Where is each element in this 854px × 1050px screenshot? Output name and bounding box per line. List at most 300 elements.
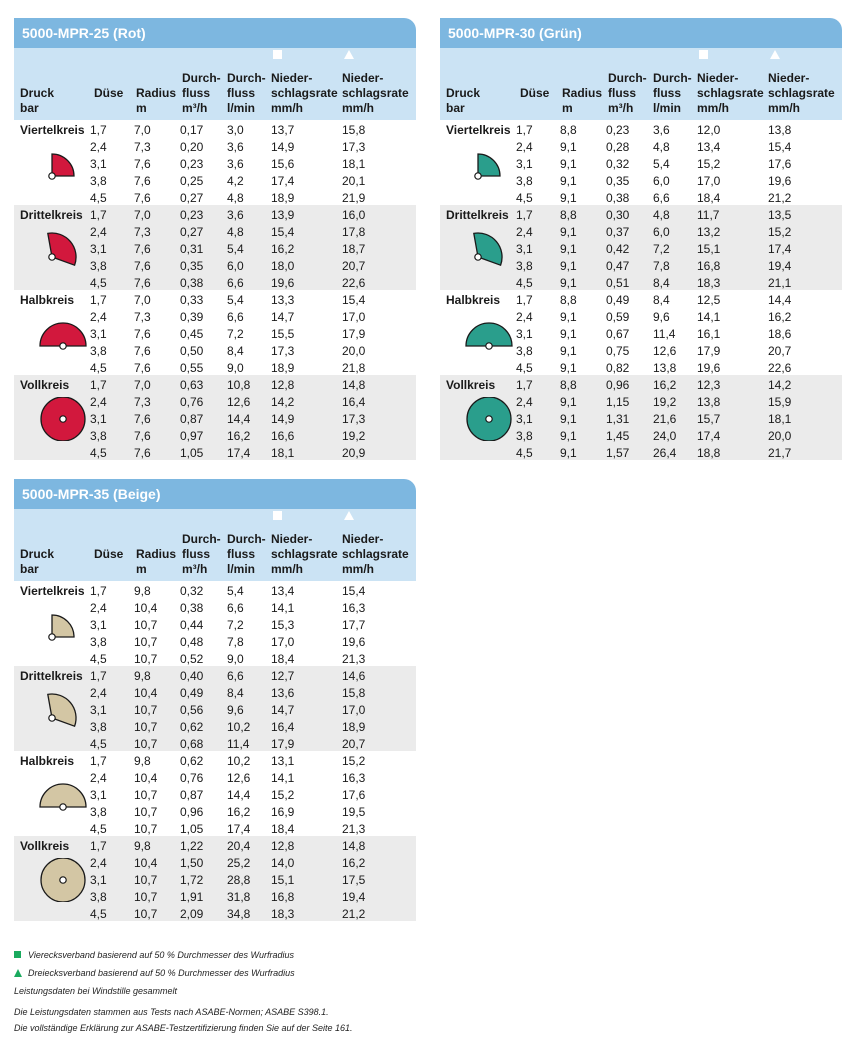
table-cell: 21,9 [342,191,366,205]
table-title: 5000-MPR-35 (Beige) [14,479,416,509]
table-cell: 22,6 [342,276,366,290]
table-row [14,702,416,719]
group-label: Halbkreis [446,293,501,307]
row-group-third [14,666,416,751]
table-row [14,838,416,855]
table-row [14,719,416,736]
table-cell: 3,6 [227,157,244,171]
table-cell: 17,4 [227,822,251,836]
table-cell: 16,4 [271,720,295,734]
table-row [14,292,416,309]
header-duese [520,86,549,101]
performance-table [14,479,416,921]
table-cell: 3,0 [227,123,244,137]
table-cell: 3,8 [516,344,533,358]
table-cell: 0,38 [180,276,204,290]
table-row [440,224,842,241]
table-cell: 8,8 [560,293,577,307]
table-cell: 34,8 [227,907,251,921]
table-cell: 7,6 [134,242,151,256]
table-cell: 0,27 [180,191,204,205]
row-group-half [440,290,842,375]
table-cell: 14,8 [342,839,366,853]
table-cell: 6,6 [227,601,244,615]
table-cell: 17,3 [342,140,366,154]
table-cell: 8,4 [653,293,670,307]
table-cell: 0,32 [180,584,204,598]
table-cell: 0,47 [606,259,630,273]
table-cell: 18,7 [342,242,366,256]
square-symbol-icon [14,951,21,958]
table-row [14,207,416,224]
table-cell: 19,4 [768,259,792,273]
table-cell: 0,35 [180,259,204,273]
table-cell: 13,9 [271,208,295,222]
performance-table [14,18,416,460]
table-cell: 2,4 [90,310,107,324]
table-cell: 5,4 [227,242,244,256]
table-cell: 2,4 [90,856,107,870]
header-durchfluss-m3h-line: fluss [182,547,211,561]
table-cell: 0,35 [606,174,630,188]
table-cell: 21,6 [653,412,677,426]
table-cell: 0,28 [606,140,630,154]
header-druck-line: bar [446,101,465,115]
table-cell: 4,5 [90,191,107,205]
header-durchfluss-m3h-line: Durch- [608,71,647,85]
table-cell: 3,1 [90,703,107,717]
header-durchfluss-m3h-line: m³/h [182,562,208,576]
table-cell: 0,32 [606,157,630,171]
table-cell: 14,4 [227,788,251,802]
table-cell: 8,4 [653,276,670,290]
table-cell: 12,6 [227,771,251,785]
table-cell: 9,1 [560,446,577,460]
table-cell: 17,7 [342,618,366,632]
table-cell: 0,62 [180,754,204,768]
table-cell: 20,7 [342,259,366,273]
header-niederschlagsrate-viereck-line: mm/h [271,101,304,115]
header-druck-line: bar [20,562,39,576]
header-druck [446,86,480,116]
table-cell: 17,0 [342,703,366,717]
header-niederschlagsrate-dreieck-line: schlagsrate [342,86,409,100]
performance-table [440,18,842,460]
group-label: Drittelkreis [20,669,83,683]
table-cell: 14,4 [768,293,792,307]
table-cell: 21,3 [342,822,366,836]
header-durchfluss-m3h-line: fluss [182,86,211,100]
row-group-third [440,205,842,290]
table-cell: 9,0 [227,361,244,375]
table-cell: 1,7 [90,378,107,392]
header-niederschlagsrate-viereck [271,71,338,116]
table-cell: 20,9 [342,446,366,460]
table-cell: 1,22 [180,839,204,853]
table-cell: 0,37 [606,225,630,239]
header-druck-line: bar [20,101,39,115]
table-cell: 7,8 [227,635,244,649]
table-cell: 9,1 [560,242,577,256]
header-durchfluss-m3h-line: m³/h [182,101,208,115]
table-cell: 15,4 [342,584,366,598]
table-cell: 10,7 [134,635,158,649]
table-cell: 7,6 [134,361,151,375]
table-cell: 10,4 [134,601,158,615]
header-radius-line: m [136,101,147,115]
table-row [440,411,842,428]
table-cell: 10,2 [227,754,251,768]
table-cell: 16,2 [271,242,295,256]
table-cell: 3,1 [90,327,107,341]
header-duese [94,547,123,562]
table-cell: 8,8 [560,208,577,222]
group-label: Viertelkreis [20,584,85,598]
table-cell: 17,4 [227,446,251,460]
table-cell: 13,6 [271,686,295,700]
table-cell: 13,8 [697,395,721,409]
table-cell: 18,0 [271,259,295,273]
table-cell: 1,7 [516,123,533,137]
header-niederschlagsrate-dreieck-line: mm/h [342,101,375,115]
table-cell: 6,6 [227,669,244,683]
table-cell: 13,8 [653,361,677,375]
header-niederschlagsrate-dreieck-line: schlagsrate [768,86,835,100]
table-cell: 14,0 [271,856,295,870]
table-cell: 7,6 [134,327,151,341]
table-cell: 7,2 [227,618,244,632]
table-cell: 7,6 [134,259,151,273]
header-durchfluss-m3h-line: fluss [608,86,637,100]
table-cell: 1,57 [606,446,630,460]
table-row [440,292,842,309]
table-row [14,668,416,685]
table-header [440,48,842,120]
table-cell: 4,8 [653,140,670,154]
table-cell: 14,1 [271,601,295,615]
table-row [14,258,416,275]
table-row [14,770,416,787]
table-cell: 0,76 [180,771,204,785]
header-durchfluss-m3h-line: m³/h [608,101,634,115]
table-cell: 14,4 [227,412,251,426]
row-group-quarter [440,120,842,205]
table-cell: 12,8 [271,378,295,392]
table-cell: 14,2 [768,378,792,392]
table-cell: 10,7 [134,788,158,802]
table-cell: 4,5 [90,361,107,375]
table-cell: 2,4 [516,395,533,409]
header-niederschlagsrate-dreieck-line: mm/h [768,101,801,115]
table-cell: 7,0 [134,293,151,307]
table-cell: 9,1 [560,327,577,341]
header-durchfluss-lmin [227,532,266,577]
table-cell: 2,4 [516,310,533,324]
table-cell: 1,7 [90,754,107,768]
table-cell: 20,1 [342,174,366,188]
table-cell: 4,8 [227,191,244,205]
table-cell: 7,2 [227,327,244,341]
header-niederschlagsrate-viereck [697,71,764,116]
table-cell: 0,23 [180,157,204,171]
table-cell: 11,7 [697,208,720,222]
table-cell: 19,6 [768,174,792,188]
table-row [14,685,416,702]
square-symbol-icon [273,50,282,59]
table-row [14,600,416,617]
table-row [14,804,416,821]
table-cell: 9,1 [560,412,577,426]
table-cell: 0,23 [606,123,630,137]
table-cell: 16,2 [227,429,251,443]
header-niederschlagsrate-dreieck-line: mm/h [342,562,375,576]
table-header [14,48,416,120]
table-cell: 10,4 [134,856,158,870]
header-durchfluss-m3h-line: Durch- [182,71,221,85]
table-cell: 16,2 [227,805,251,819]
header-niederschlagsrate-dreieck-line: Nieder- [342,71,384,85]
table-cell: 3,1 [90,412,107,426]
table-cell: 9,8 [134,669,151,683]
table-cell: 15,4 [342,293,366,307]
table-cell: 28,8 [227,873,251,887]
header-niederschlagsrate-dreieck-line: Nieder- [768,71,810,85]
triangle-symbol-icon [14,969,22,977]
table-cell: 7,3 [134,225,151,239]
header-druck [20,86,54,116]
table-row [440,309,842,326]
table-cell: 12,8 [271,839,295,853]
table-cell: 19,6 [697,361,721,375]
table-cell: 6,6 [227,276,244,290]
header-durchfluss-lmin-line: l/min [653,101,682,115]
header-niederschlagsrate-viereck-line: Nieder- [697,71,739,85]
table-cell: 1,15 [606,395,630,409]
header-niederschlagsrate-dreieck [768,71,835,116]
table-cell: 17,6 [768,157,792,171]
table-cell: 7,3 [134,395,151,409]
table-cell: 4,5 [90,822,107,836]
table-cell: 19,6 [271,276,295,290]
table-cell: 0,62 [180,720,204,734]
table-cell: 13,7 [271,123,295,137]
table-cell: 17,0 [697,174,721,188]
table-cell: 2,4 [90,686,107,700]
table-cell: 18,4 [271,652,295,666]
table-row [14,122,416,139]
table-cell: 1,7 [516,293,533,307]
table-cell: 15,5 [271,327,295,341]
table-cell: 3,8 [90,635,107,649]
table-cell: 15,1 [271,873,295,887]
table-cell: 3,8 [90,259,107,273]
table-row [440,156,842,173]
table-cell: 4,2 [227,174,244,188]
table-cell: 1,7 [516,378,533,392]
table-cell: 4,8 [653,208,670,222]
table-cell: 5,4 [227,293,244,307]
table-cell: 4,5 [516,276,533,290]
table-row [14,583,416,600]
table-cell: 10,7 [134,805,158,819]
table-cell: 7,6 [134,446,151,460]
table-cell: 4,5 [516,446,533,460]
table-cell: 10,7 [134,873,158,887]
header-niederschlagsrate-viereck-line: Nieder- [271,532,313,546]
table-cell: 0,49 [606,293,630,307]
table-cell: 0,87 [180,412,204,426]
table-cell: 10,2 [227,720,251,734]
table-cell: 18,1 [271,446,295,460]
table-cell: 13,1 [271,754,295,768]
table-cell: 19,4 [342,890,366,904]
table-cell: 18,9 [342,720,366,734]
table-cell: 17,0 [342,310,366,324]
table-cell: 9,0 [227,652,244,666]
header-radius-line: Radius [136,547,177,561]
table-cell: 0,23 [180,208,204,222]
table-cell: 22,6 [768,361,792,375]
table-cell: 14,7 [271,703,295,717]
table-cell: 8,4 [227,344,244,358]
header-niederschlagsrate-viereck-line: schlagsrate [697,86,764,100]
table-cell: 9,8 [134,584,151,598]
table-row [14,224,416,241]
table-cell: 0,63 [180,378,204,392]
table-cell: 7,3 [134,140,151,154]
table-cell: 14,2 [271,395,295,409]
row-group-third [14,205,416,290]
table-cell: 0,52 [180,652,204,666]
table-cell: 10,7 [134,618,158,632]
header-durchfluss-m3h [608,71,647,116]
table-cell: 2,4 [90,771,107,785]
table-cell: 7,0 [134,208,151,222]
header-radius-line: m [136,562,147,576]
table-cell: 1,7 [90,669,107,683]
table-cell: 15,8 [342,123,366,137]
table-cell: 16,4 [342,395,366,409]
table-cell: 21,8 [342,361,366,375]
header-durchfluss-lmin-line: Durch- [227,71,266,85]
table-cell: 9,1 [560,361,577,375]
table-cell: 1,05 [180,446,204,460]
table-cell: 9,1 [560,225,577,239]
table-cell: 14,7 [271,310,295,324]
table-row [440,377,842,394]
table-cell: 10,4 [134,686,158,700]
header-durchfluss-m3h [182,532,221,577]
table-cell: 2,4 [516,140,533,154]
table-cell: 0,56 [180,703,204,717]
table-cell: 13,3 [271,293,295,307]
table-cell: 0,27 [180,225,204,239]
table-cell: 0,31 [180,242,204,256]
table-row [14,872,416,889]
table-cell: 0,48 [180,635,204,649]
table-cell: 3,8 [90,174,107,188]
header-duese-line: Düse [94,86,124,100]
table-cell: 15,4 [271,225,295,239]
header-niederschlagsrate-viereck-line: mm/h [271,562,304,576]
table-cell: 1,31 [606,412,630,426]
table-cell: 10,8 [227,378,251,392]
table-cell: 15,3 [271,618,295,632]
table-cell: 18,9 [271,191,295,205]
table-cell: 13,8 [768,123,792,137]
table-cell: 17,3 [342,412,366,426]
table-cell: 3,8 [90,344,107,358]
square-symbol-icon [273,511,282,520]
table-row [440,445,842,462]
table-cell: 6,0 [653,225,670,239]
header-radius [562,86,602,116]
table-cell: 0,67 [606,327,630,341]
footnote-asabe: Die Leistungsdaten stammen aus Tests nach ASABE-Normen; ASABE S398.1. [14,1007,329,1017]
table-cell: 6,6 [653,191,670,205]
table-cell: 4,5 [516,361,533,375]
table-row [14,309,416,326]
square-symbol-icon [699,50,708,59]
footnote-wind: Leistungsdaten bei Windstille gesammelt [14,986,178,996]
table-cell: 15,8 [342,686,366,700]
table-row [14,326,416,343]
header-niederschlagsrate-viereck-line: schlagsrate [271,547,338,561]
table-cell: 3,1 [516,327,533,341]
table-row [440,207,842,224]
table-cell: 19,6 [342,635,366,649]
table-cell: 19,2 [653,395,677,409]
table-cell: 1,50 [180,856,204,870]
table-cell: 18,1 [342,157,366,171]
table-cell: 14,1 [271,771,295,785]
table-cell: 4,5 [90,446,107,460]
table-cell: 10,7 [134,720,158,734]
table-cell: 4,5 [90,907,107,921]
table-cell: 0,59 [606,310,630,324]
header-durchfluss-lmin-line: fluss [227,547,256,561]
table-cell: 16,8 [271,890,295,904]
table-cell: 3,1 [90,873,107,887]
table-row [440,343,842,360]
table-cell: 18,8 [697,446,721,460]
table-cell: 15,1 [697,242,721,256]
table-cell: 12,3 [697,378,721,392]
table-cell: 2,4 [90,225,107,239]
header-niederschlagsrate-dreieck [342,71,409,116]
table-cell: 3,8 [90,720,107,734]
table-cell: 13,2 [697,225,721,239]
table-row [440,122,842,139]
table-cell: 14,9 [271,140,295,154]
table-cell: 3,1 [516,157,533,171]
table-cell: 17,4 [768,242,792,256]
group-label: Viertelkreis [20,123,85,137]
triangle-symbol-icon [344,50,354,59]
table-cell: 2,09 [180,907,204,921]
header-niederschlagsrate-dreieck-line: Nieder- [342,532,384,546]
table-cell: 17,0 [271,635,295,649]
table-cell: 0,45 [180,327,204,341]
table-cell: 20,7 [768,344,792,358]
table-cell: 1,7 [90,584,107,598]
table-cell: 15,4 [768,140,792,154]
table-cell: 0,38 [606,191,630,205]
table-cell: 0,39 [180,310,204,324]
header-durchfluss-lmin-line: l/min [227,562,256,576]
table-cell: 9,1 [560,259,577,273]
row-group-full [440,375,842,460]
